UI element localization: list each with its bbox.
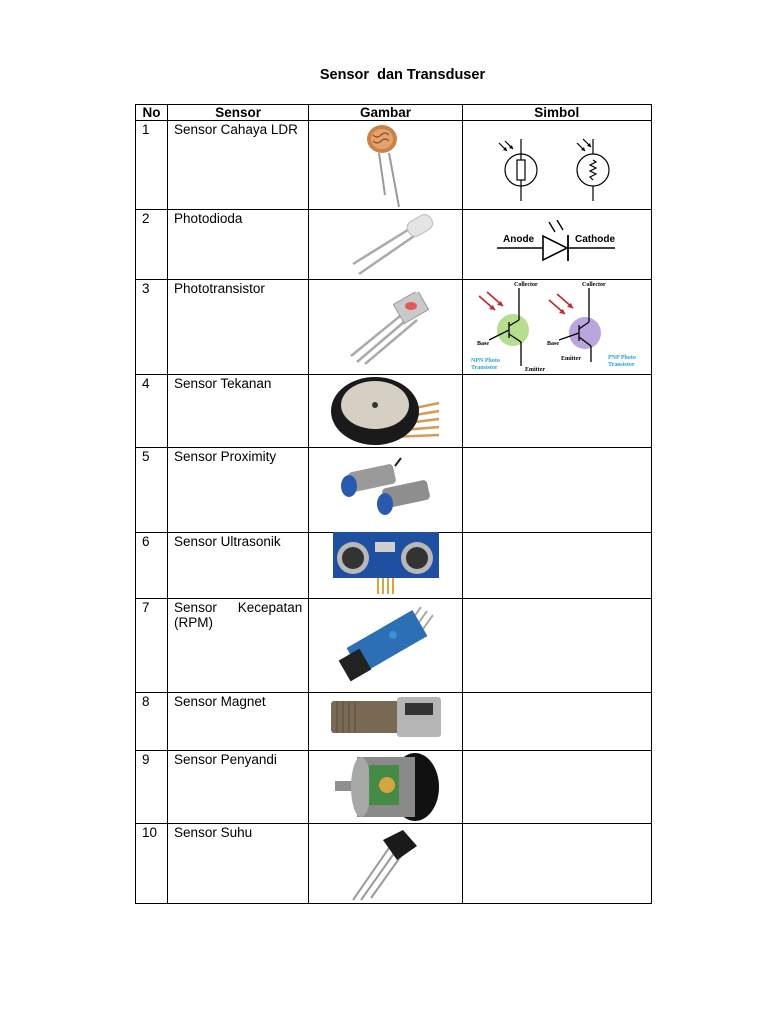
pnp-caption-2: Transistor xyxy=(607,362,635,368)
magnet-sensor-photo xyxy=(327,693,445,743)
document-title: Sensor dan Transduser xyxy=(319,67,486,83)
ldr-symbol xyxy=(497,133,617,205)
row-number: 5 xyxy=(136,448,168,533)
speed-sensor-photo xyxy=(335,603,437,687)
header-gambar: Gambar xyxy=(309,105,462,121)
sensor-name: Sensor Suhu xyxy=(168,824,309,904)
npn-collector-label: Collector xyxy=(513,282,538,288)
sensor-name: Sensor Cahaya LDR xyxy=(168,121,309,210)
sensor-name: Sensor Proximity xyxy=(168,448,309,533)
sensor-image-cell xyxy=(309,121,462,210)
table-row xyxy=(136,824,652,904)
table-header-row xyxy=(136,105,652,121)
table-row xyxy=(136,448,652,533)
photodiode-symbol xyxy=(497,220,617,268)
sensor-name-line-1: Sensor Kecepatan xyxy=(174,600,303,615)
npn-caption-1: NPN Photo xyxy=(470,358,500,364)
sensor-name: Sensor Ultrasonik xyxy=(168,533,309,599)
symbol-cell xyxy=(462,121,651,210)
sensor-image-cell xyxy=(309,448,462,533)
row-number: 2 xyxy=(136,210,168,280)
header-simbol: Simbol xyxy=(462,105,651,121)
photodiode-photo xyxy=(349,212,439,278)
table-row xyxy=(136,375,652,448)
sensor-name: Photodioda xyxy=(168,210,309,280)
sensor-image-cell xyxy=(309,280,462,375)
symbol-cell xyxy=(462,599,651,693)
symbol-cell xyxy=(462,448,651,533)
pnp-collector-label: Collector xyxy=(581,282,606,288)
sensor-image-cell xyxy=(309,751,462,824)
ldr-photo xyxy=(349,123,439,209)
temperature-sensor-photo xyxy=(347,826,427,902)
row-number: 7 xyxy=(136,599,168,693)
encoder-sensor-photo xyxy=(335,751,443,823)
table-row xyxy=(136,751,652,824)
symbol-cell xyxy=(462,375,651,448)
sensor-image-cell xyxy=(309,375,462,448)
row-number: 10 xyxy=(136,824,168,904)
sensor-name: Phototransistor xyxy=(168,280,309,375)
symbol-cell xyxy=(462,824,651,904)
symbol-cell xyxy=(462,210,651,280)
symbol-cell xyxy=(462,751,651,824)
table-row xyxy=(136,280,652,375)
sensor-name: Sensor Penyandi xyxy=(168,751,309,824)
table-row xyxy=(136,693,652,751)
sensor-name: Sensor Magnet xyxy=(168,693,309,751)
row-number: 6 xyxy=(136,533,168,599)
table-row xyxy=(136,533,652,599)
sensor-image-cell xyxy=(309,599,462,693)
phototransistor-symbol xyxy=(469,280,651,374)
sensor-name: Sensor Tekanan xyxy=(168,375,309,448)
pnp-base-label: Base xyxy=(546,341,559,347)
row-number: 1 xyxy=(136,121,168,210)
table-row xyxy=(136,599,652,693)
table-row xyxy=(136,210,652,280)
header-no: No xyxy=(136,105,168,121)
npn-caption-2: Transistor xyxy=(470,365,498,371)
symbol-cell xyxy=(462,280,651,375)
sensor-image-cell xyxy=(309,210,462,280)
row-number: 4 xyxy=(136,375,168,448)
ultrasonic-sensor-photo xyxy=(331,532,441,596)
phototransistor-photo xyxy=(345,292,429,366)
proximity-sensor-photo xyxy=(339,456,435,522)
npn-base-label: Base xyxy=(476,341,489,347)
row-number: 9 xyxy=(136,751,168,824)
cathode-label: Cathode xyxy=(574,234,615,245)
row-number: 8 xyxy=(136,693,168,751)
sensor-name-line-2: (RPM) xyxy=(174,615,214,630)
sensor-image-cell xyxy=(309,824,462,904)
pressure-sensor-photo xyxy=(331,373,443,449)
table-row xyxy=(136,121,652,210)
symbol-cell xyxy=(462,693,651,751)
row-number: 3 xyxy=(136,280,168,375)
sensor-image-cell xyxy=(309,533,462,599)
sensor-table xyxy=(135,104,652,904)
npn-emitter-label: Emitter xyxy=(524,367,545,373)
sensor-image-cell xyxy=(309,693,462,751)
header-sensor: Sensor xyxy=(168,105,309,121)
anode-label: Anode xyxy=(502,234,534,245)
sensor-name xyxy=(168,599,309,693)
pnp-caption-1: PNP Photo xyxy=(607,355,636,361)
pnp-emitter-label: Emitter xyxy=(560,356,581,362)
symbol-cell xyxy=(462,533,651,599)
